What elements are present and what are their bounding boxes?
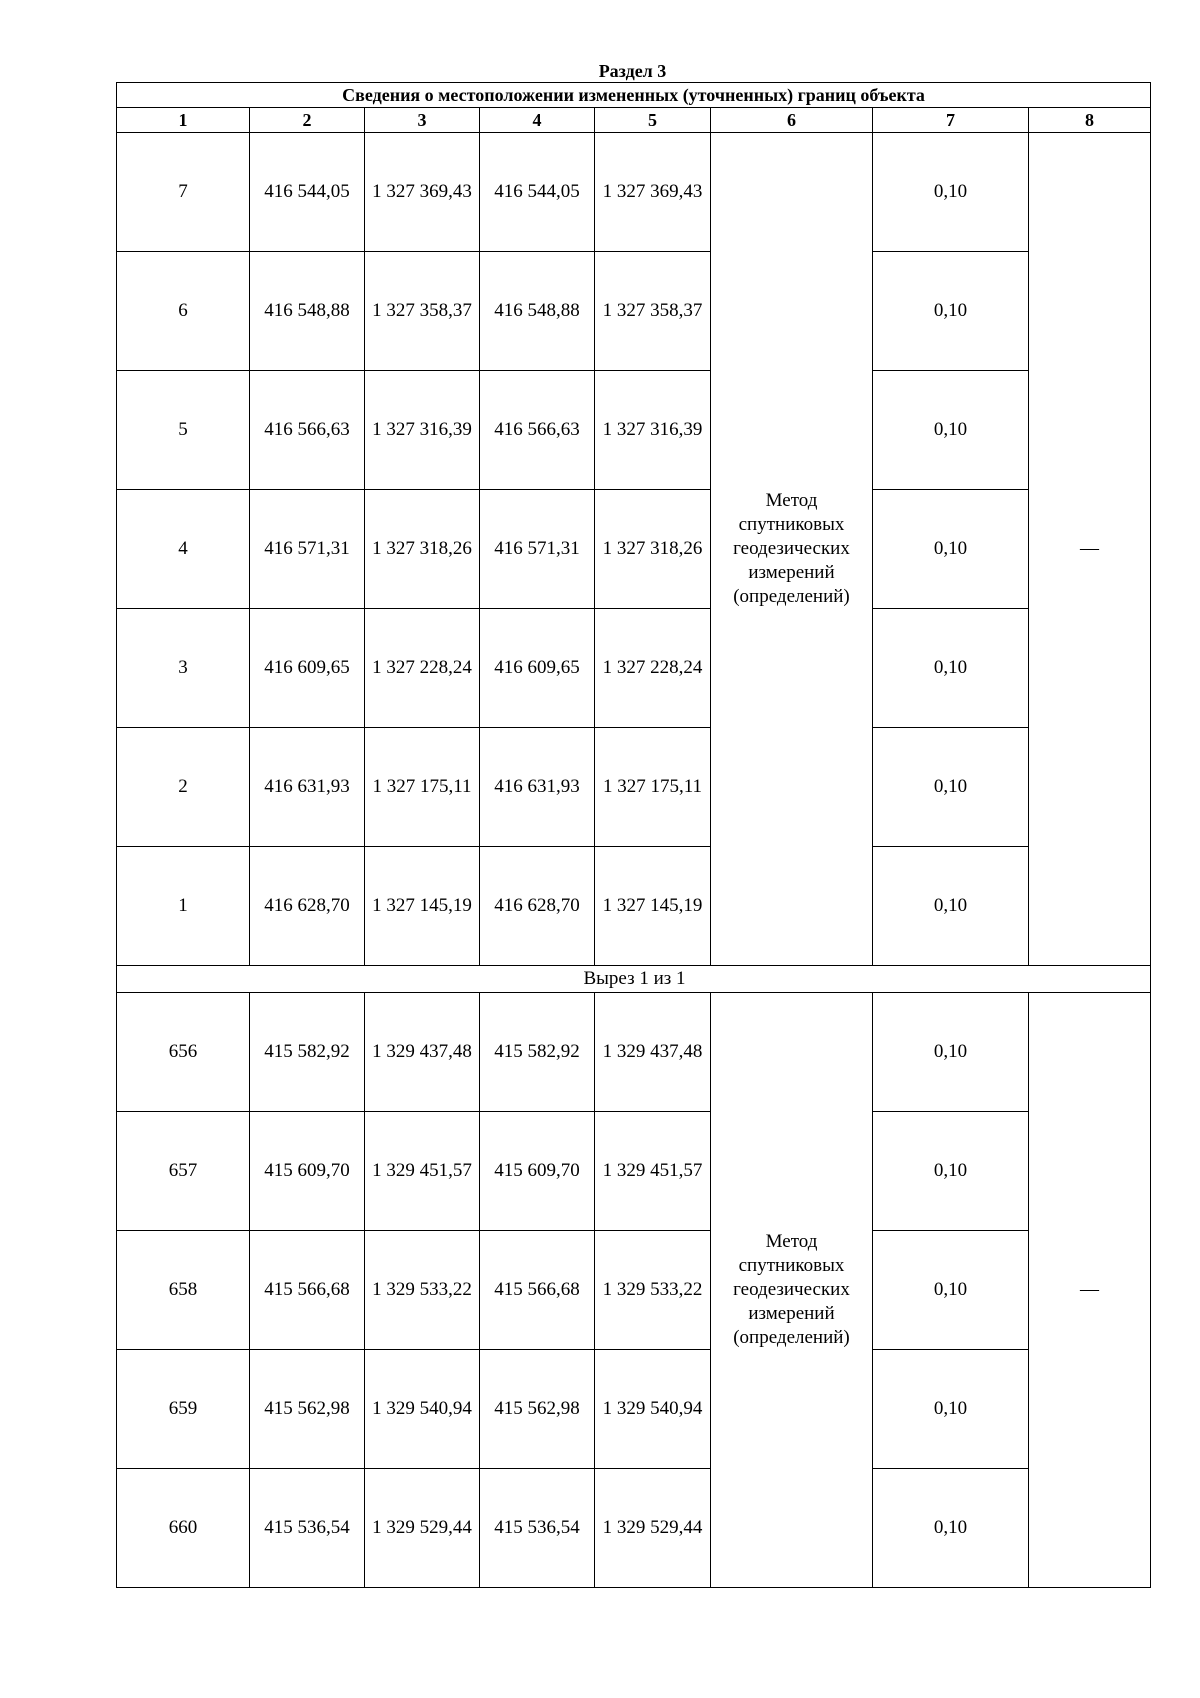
point-number: 2 xyxy=(117,728,250,847)
y-new: 1 327 175,11 xyxy=(595,728,711,847)
point-number: 6 xyxy=(117,252,250,371)
table-row xyxy=(117,1350,1151,1469)
y-new: 1 329 451,57 xyxy=(595,1112,711,1231)
x-old: 415 609,70 xyxy=(250,1112,365,1231)
x-old: 416 544,05 xyxy=(250,133,365,252)
y-new: 1 329 437,48 xyxy=(595,993,711,1112)
y-new: 1 327 358,37 xyxy=(595,252,711,371)
x-old: 416 571,31 xyxy=(250,490,365,609)
accuracy: 0,10 xyxy=(873,371,1029,490)
boundary-coordinates-table xyxy=(116,82,1151,1588)
column-header: 8 xyxy=(1029,108,1151,133)
y-old: 1 329 529,44 xyxy=(365,1469,480,1588)
table-row xyxy=(117,1231,1151,1350)
cutout-separator-row xyxy=(117,966,1151,993)
accuracy: 0,10 xyxy=(873,728,1029,847)
y-old: 1 329 533,22 xyxy=(365,1231,480,1350)
x-old: 416 548,88 xyxy=(250,252,365,371)
x-old: 415 582,92 xyxy=(250,993,365,1112)
point-number: 658 xyxy=(117,1231,250,1350)
table-caption: Сведения о местоположении измененных (уточненных) границ объекта xyxy=(117,83,1151,108)
y-old: 1 327 145,19 xyxy=(365,847,480,966)
y-old: 1 327 316,39 xyxy=(365,371,480,490)
y-new: 1 329 540,94 xyxy=(595,1350,711,1469)
table-row xyxy=(117,728,1151,847)
y-old: 1 327 175,11 xyxy=(365,728,480,847)
x-new: 416 631,93 xyxy=(480,728,595,847)
y-old: 1 329 540,94 xyxy=(365,1350,480,1469)
table-row xyxy=(117,371,1151,490)
table-row xyxy=(117,609,1151,728)
column-header: 1 xyxy=(117,108,250,133)
point-number: 4 xyxy=(117,490,250,609)
point-number: 657 xyxy=(117,1112,250,1231)
note-cell: — xyxy=(1029,133,1151,966)
y-old: 1 327 228,24 xyxy=(365,609,480,728)
table-row xyxy=(117,847,1151,966)
column-header: 3 xyxy=(365,108,480,133)
x-new: 416 628,70 xyxy=(480,847,595,966)
y-old: 1 327 369,43 xyxy=(365,133,480,252)
x-old: 416 631,93 xyxy=(250,728,365,847)
x-new: 416 609,65 xyxy=(480,609,595,728)
point-number: 659 xyxy=(117,1350,250,1469)
column-header: 6 xyxy=(711,108,873,133)
section-title: Раздел 3 xyxy=(598,61,667,81)
y-new: 1 329 529,44 xyxy=(595,1469,711,1588)
column-header-row xyxy=(117,108,1151,133)
table-row xyxy=(117,1112,1151,1231)
table-row xyxy=(117,1469,1151,1588)
x-new: 416 548,88 xyxy=(480,252,595,371)
x-new: 415 609,70 xyxy=(480,1112,595,1231)
accuracy: 0,10 xyxy=(873,1469,1029,1588)
x-new: 416 566,63 xyxy=(480,371,595,490)
x-old: 416 566,63 xyxy=(250,371,365,490)
y-new: 1 327 228,24 xyxy=(595,609,711,728)
accuracy: 0,10 xyxy=(873,847,1029,966)
accuracy: 0,10 xyxy=(873,993,1029,1112)
y-new: 1 327 316,39 xyxy=(595,371,711,490)
accuracy: 0,10 xyxy=(873,1231,1029,1350)
y-old: 1 329 437,48 xyxy=(365,993,480,1112)
x-new: 415 582,92 xyxy=(480,993,595,1112)
column-header: 2 xyxy=(250,108,365,133)
accuracy: 0,10 xyxy=(873,1350,1029,1469)
y-old: 1 329 451,57 xyxy=(365,1112,480,1231)
point-number: 656 xyxy=(117,993,250,1112)
table-caption-row xyxy=(117,83,1151,108)
y-new: 1 329 533,22 xyxy=(595,1231,711,1350)
x-new: 415 562,98 xyxy=(480,1350,595,1469)
point-number: 7 xyxy=(117,133,250,252)
x-new: 415 536,54 xyxy=(480,1469,595,1588)
x-old: 415 562,98 xyxy=(250,1350,365,1469)
table-row xyxy=(117,252,1151,371)
note-cell: — xyxy=(1029,993,1151,1588)
table-row xyxy=(117,490,1151,609)
y-new: 1 327 369,43 xyxy=(595,133,711,252)
point-number: 3 xyxy=(117,609,250,728)
y-new: 1 327 145,19 xyxy=(595,847,711,966)
point-number: 5 xyxy=(117,371,250,490)
y-old: 1 327 318,26 xyxy=(365,490,480,609)
accuracy: 0,10 xyxy=(873,490,1029,609)
x-old: 415 566,68 xyxy=(250,1231,365,1350)
x-new: 416 571,31 xyxy=(480,490,595,609)
x-old: 416 628,70 xyxy=(250,847,365,966)
table-row xyxy=(117,133,1151,252)
point-number: 1 xyxy=(117,847,250,966)
accuracy: 0,10 xyxy=(873,1112,1029,1231)
y-old: 1 327 358,37 xyxy=(365,252,480,371)
accuracy: 0,10 xyxy=(873,252,1029,371)
x-old: 415 536,54 xyxy=(250,1469,365,1588)
method-cell: Метод спутниковых геодезических измерений (определений) xyxy=(711,993,873,1588)
table-row xyxy=(117,993,1151,1112)
x-old: 416 609,65 xyxy=(250,609,365,728)
cutout-label: Вырез 1 из 1 xyxy=(117,966,1151,993)
x-new: 416 544,05 xyxy=(480,133,595,252)
x-new: 415 566,68 xyxy=(480,1231,595,1350)
column-header: 4 xyxy=(480,108,595,133)
y-new: 1 327 318,26 xyxy=(595,490,711,609)
point-number: 660 xyxy=(117,1469,250,1588)
column-header: 5 xyxy=(595,108,711,133)
accuracy: 0,10 xyxy=(873,609,1029,728)
method-cell: Метод спутниковых геодезических измерений (определений) xyxy=(711,133,873,966)
accuracy: 0,10 xyxy=(873,133,1029,252)
column-header: 7 xyxy=(873,108,1029,133)
